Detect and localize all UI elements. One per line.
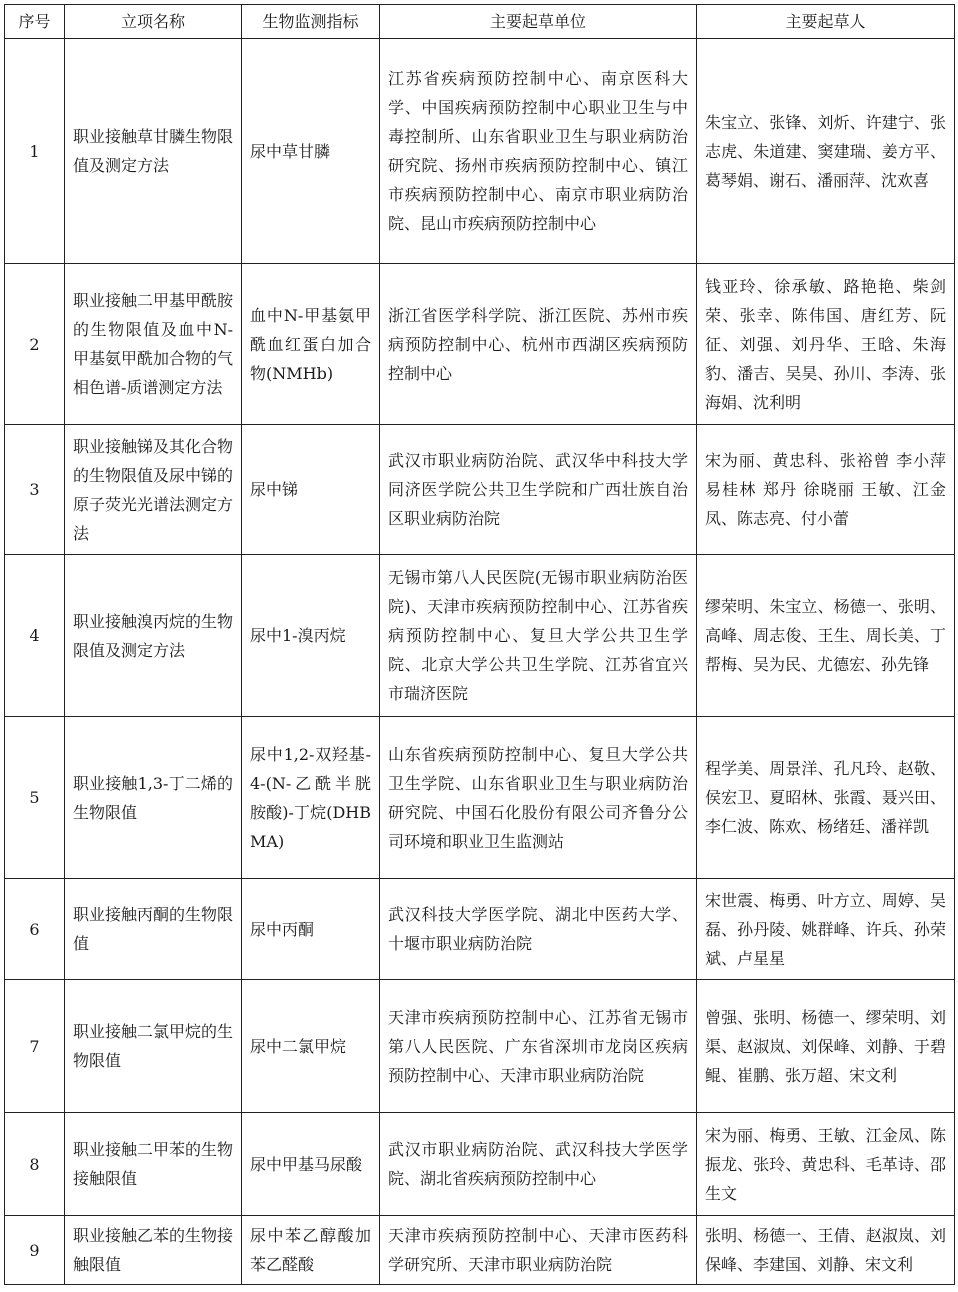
table-header-row: [5, 5, 955, 39]
row-units: 浙江省医学科学院、浙江医院、苏州市疾病预防控制中心、杭州市西湖区疾病预防控制中心: [380, 264, 697, 425]
row-indicator: 尿中二氯甲烷: [242, 980, 380, 1113]
row-name: 职业接触二氯甲烷的生物限值: [65, 980, 242, 1113]
row-drafters: 宋为丽、梅勇、王敏、江金凤、陈振龙、张玲、黄忠科、毛革诗、邵生文: [697, 1113, 955, 1216]
row-units: 天津市疾病预防控制中心、天津市医药科学研究所、天津市职业病防治院: [380, 1216, 697, 1285]
row-drafters: 缪荣明、朱宝立、杨德一、张明、高峰、周志俊、王生、周长美、丁帮梅、吴为民、尤德宏、孙先锋: [697, 555, 955, 717]
row-units: 武汉市职业病防治院、武汉科技大学医学院、湖北省疾病预防控制中心: [380, 1113, 697, 1216]
header-name: 立项名称: [65, 5, 242, 39]
row-indicator: 尿中丙酮: [242, 879, 380, 980]
table-row: [5, 1113, 955, 1216]
row-units: 天津市疾病预防控制中心、江苏省无锡市第八人民医院、广东省深圳市龙岗区疾病预防控制中心、天津市职业病防治院: [380, 980, 697, 1113]
row-name: 职业接触1,3-丁二烯的生物限值: [65, 717, 242, 879]
row-no: 8: [5, 1113, 65, 1216]
row-no: 6: [5, 879, 65, 980]
row-drafters: 曾强、张明、杨德一、缪荣明、刘渠、赵淑岚、刘保峰、刘静、于碧鲲、崔鹏、张万超、宋文利: [697, 980, 955, 1113]
row-no: 1: [5, 39, 65, 264]
table-row: [5, 1216, 955, 1285]
table-row: [5, 717, 955, 879]
row-drafters: 张明、杨德一、王倩、赵淑岚、刘保峰、李建国、刘静、宋文利: [697, 1216, 955, 1285]
standards-table: [4, 4, 955, 1285]
row-no: 9: [5, 1216, 65, 1285]
row-units: 江苏省疾病预防控制中心、南京医科大学、中国疾病预防控制中心职业卫生与中毒控制所、山东省职业卫生与职业病防治研究院、扬州市疾病预防控制中心、镇江市疾病预防控制中心、南京市职业病防治院、昆山市疾病预防控制中心: [380, 39, 697, 264]
row-indicator: 尿中锑: [242, 425, 380, 555]
table-row: [5, 39, 955, 264]
row-no: 7: [5, 980, 65, 1113]
row-no: 4: [5, 555, 65, 717]
row-name: 职业接触锑及其化合物的生物限值及尿中锑的原子荧光光谱法测定方法: [65, 425, 242, 555]
row-units: 山东省疾病预防控制中心、复旦大学公共卫生学院、山东省职业卫生与职业病防治研究院、中国石化股份有限公司齐鲁分公司环境和职业卫生监测站: [380, 717, 697, 879]
row-name: 职业接触二甲苯的生物接触限值: [65, 1113, 242, 1216]
row-drafters: 朱宝立、张锋、刘炘、许建宁、张志虎、朱道建、窦建瑞、姜方平、葛琴娟、谢石、潘丽萍、沈欢喜: [697, 39, 955, 264]
table-row: [5, 264, 955, 425]
row-no: 5: [5, 717, 65, 879]
header-drafters: 主要起草人: [697, 5, 955, 39]
row-units: 武汉市职业病防治院、武汉华中科技大学同济医学院公共卫生学院和广西壮族自治区职业病防治院: [380, 425, 697, 555]
row-name: 职业接触乙苯的生物接触限值: [65, 1216, 242, 1285]
row-drafters: 宋为丽、黄忠科、张裕曾 李小萍 易桂林 郑丹 徐晓丽 王敏、江金凤、陈志亮、付小蕾: [697, 425, 955, 555]
row-indicator: 尿中草甘膦: [242, 39, 380, 264]
header-units: 主要起草单位: [380, 5, 697, 39]
row-name: 职业接触二甲基甲酰胺的生物限值及血中N-甲基氨甲酰加合物的气相色谱-质谱测定方法: [65, 264, 242, 425]
table-row: [5, 879, 955, 980]
row-drafters: 钱亚玲、徐承敏、路艳艳、柴剑荣、张幸、陈伟国、唐红芳、阮征、刘强、刘丹华、王晗、朱海豹、潘吉、吴昊、孙川、李涛、张海娟、沈利明: [697, 264, 955, 425]
row-no: 3: [5, 425, 65, 555]
row-indicator: 尿中甲基马尿酸: [242, 1113, 380, 1216]
row-drafters: 程学美、周景洋、孔凡玲、赵敬、侯宏卫、夏昭林、张霞、聂兴田、李仁波、陈欢、杨绪廷、潘祥凯: [697, 717, 955, 879]
table-row: [5, 555, 955, 717]
row-indicator: 尿中1-溴丙烷: [242, 555, 380, 717]
row-name: 职业接触溴丙烷的生物限值及测定方法: [65, 555, 242, 717]
row-name: 职业接触丙酮的生物限值: [65, 879, 242, 980]
header-no: 序号: [5, 5, 65, 39]
row-indicator: 尿中苯乙醇酸加苯乙醛酸: [242, 1216, 380, 1285]
row-no: 2: [5, 264, 65, 425]
row-units: 无锡市第八人民医院(无锡市职业病防治医院)、天津市疾病预防控制中心、江苏省疾病预防控制中心、复旦大学公共卫生学院、北京大学公共卫生学院、江苏省宜兴市瑞济医院: [380, 555, 697, 717]
row-indicator: 血中N-甲基氨甲酰血红蛋白加合物(NMHb): [242, 264, 380, 425]
table-row: [5, 425, 955, 555]
row-indicator: 尿中1,2-双羟基-4-(N-乙酰半胱胺酸)-丁烷(DHBMA): [242, 717, 380, 879]
row-drafters: 宋世震、梅勇、叶方立、周婷、吴磊、孙丹陵、姚群峰、许兵、孙荣斌、卢星星: [697, 879, 955, 980]
row-units: 武汉科技大学医学院、湖北中医药大学、十堰市职业病防治院: [380, 879, 697, 980]
table-row: [5, 980, 955, 1113]
header-indicator: 生物监测指标: [242, 5, 380, 39]
row-name: 职业接触草甘膦生物限值及测定方法: [65, 39, 242, 264]
